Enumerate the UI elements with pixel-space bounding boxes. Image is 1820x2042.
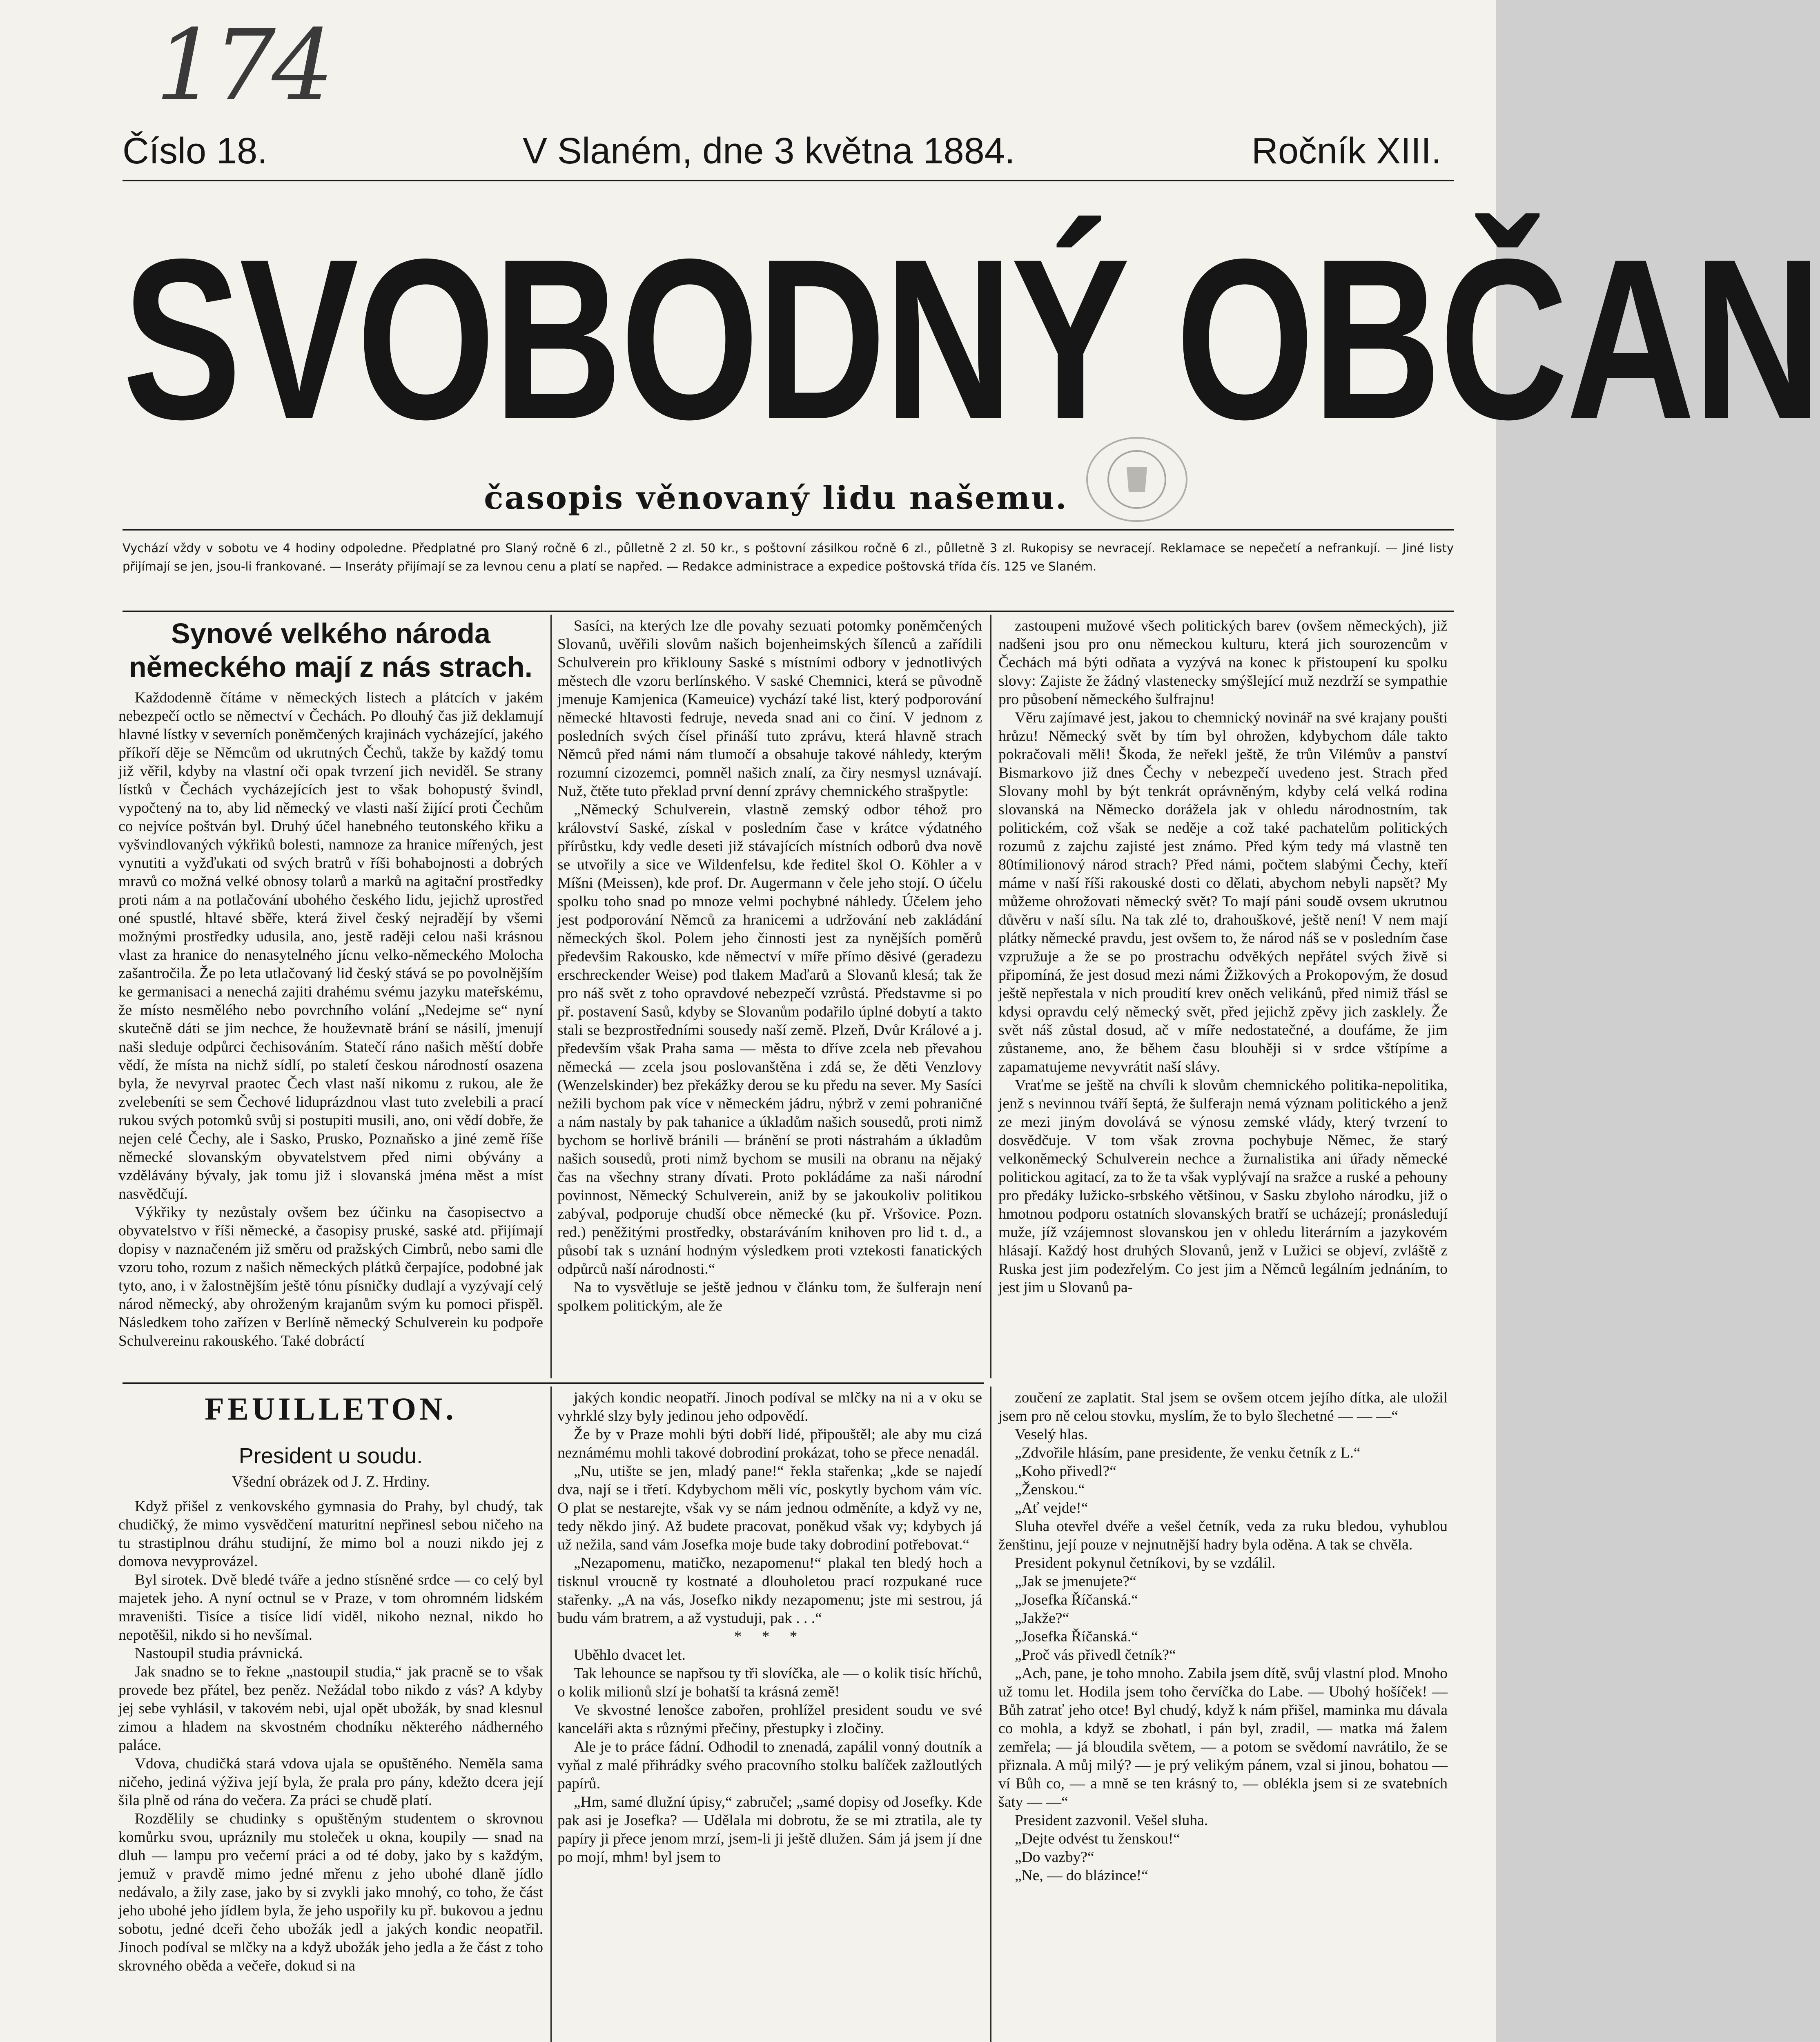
story-paragraph: „Ženskou.“ [1015, 1481, 1085, 1498]
story-paragraph: President zazvonil. Vešel sluha. [1015, 1812, 1208, 1829]
story-paragraph: „Zdvořile hlásím, pane presidente, že venku četník z L.“ [1015, 1445, 1361, 1461]
story-paragraph: Tak lehounce se napřsou ty tři slovíčka, ale — o kolik tisíc hříchů, o kolik milionů slzí je bohatší ta krásná země! [557, 1665, 982, 1700]
feuilleton-column-1 [118, 1389, 543, 2042]
story-paragraph: Ve skvostné lenošce zabořen, prohlížel president soudu ve své kanceláři akta s různými přečiny, přestupky i zločiny. [557, 1702, 982, 1737]
library-stamp [1086, 437, 1187, 522]
volume-number: Ročník XIII. [1251, 131, 1441, 172]
story-paragraph: „Josefka Říčanská.“ [1015, 1628, 1138, 1645]
story-paragraph: jakých kondic neopatří. Jinoch podíval se mlčky na ni a v oku se vyhrklé slzy byly jedinou jeho odpovědí. [557, 1389, 982, 1424]
article-paragraph: Výkřiky ty nezůstaly ovšem bez účinku na časopisectvo a obyvatelstvo v říši německé, a časopisy pruské, saské atd. přijímají dopisy v naznačeném již směru od pražských Cimbrů, nebo sami dle vzoru toho, rozum z našich německých plátků čerpajíce, podobné jak tyto, ano, i v žalostnějším ještě tónu písničky dudlají a vyzývají celý národ německý, aby ohroženým krajanům svým ku pomoci přispěl. Následkem toho zařízen v Berlíně německý Schulverein ku podpoře Schulvereinu rakouského. Také dobráctí [118, 1204, 543, 1349]
story-paragraph: „Hm, samé dlužní úpisy,“ zabručel; „samé dopisy od Josefky. Kde pak asi je Josefka? — Udělala mi dobrotu, že se mi ztratila, ale ty papíry ji přece jenom mrzí, jsem-li ji ještě dlužen. Sám já jsem jí dne po mojí, mhm! byl jsem to [557, 1794, 982, 1866]
issue-number: Číslo 18. [123, 131, 268, 172]
article-headline: Synové velkého národa německého mají z nás strach. [129, 618, 533, 683]
column-divider [990, 1387, 991, 2042]
article-column-2 [557, 617, 982, 1376]
article-paragraph: Věru zajímavé jest, jakou to chemnický novinář na své krajany poušti hrůzu! Německý svět by tím byl ohrožen, kdybychom dále takto pokračovali měli! Škoda, že neřekl ještě, že trůn Vilémův a panství Bismarkovo již dnes Čechy v nebezpečí uvedeno jest. Strach před Slovany mohl by být tenkrát oprávněným, kdyby celá velká rodina slovanská na Německo dorážela jak v ohledu národnostním, tak politickém, což však se neděje a což také pachatelům politických rozumů z zajchu zajisté jest známo. Před kým tedy má vlastně ten 80tímilionový národ strach? Před námi, počtem slabými Čechy, kteří máme v naší říši rakouské dosti co dělati, abychom nebyli napsět? My můžeme ohrožovati německý svět? To mají páni soudě ovsem ukrutnou důvěru v naší sílu. Na tak zlé to, drahouškové, ještě není! V nem mají plátky německé pravdu, jest ovšem to, že národ náš se v posledním čase vzpružuje a že se po prostrachu odvěkých nepřátel svých živě si připomíná, že jest dosud mezi námi Žižkových a Prokopovým, že dosud ještě nepřestala v nich proudití krev oněch velikánů, před nimiž třásl se kdysi opravdu celý německý svět, před jejichž zpěvy jich zasklely. Že svět náš zůstal dosud, ač v míře nedostatečné, a doufáme, že jim zůstaneme, ano, že během času blouhěji si v srdce vštípíme a zapamatujeme nevyvrátit naší slávy. [998, 709, 1448, 1075]
place-date: V Slaném, dne 3 května 1884. [523, 131, 1015, 172]
story-paragraph: Ale je to práce fádní. Odhodil to znenadá, zapálil vonný doutník a vyňal z malé přihrádky svého pracovního stolku balíček zažloutlých papírů. [557, 1739, 982, 1792]
article-paragraph: „Německý Schulverein, vlastně zemský odbor téhož pro království Saské, získal v posledním čase v krátce výdatného přírůstku, kdy vedle deseti již stávajících místních odborů dva nově se utvořily a sice ve Wildenfelsu, kde ředitel škol O. Köhler a v Míšni (Meissen), kde prof. Dr. Augermann v čele jeho stojí. O účelu spolku toho snad po mnoze velmi pochybné náhledy. Účelem jeho jest podporování Němců za hranicemi a udržování neb zakládání německých škol. Polem jeho činnosti jest za nynějších poměrů předevšim Rakousko, kde němectví v míře přímo děsivé (geradezu erschreckender Weise) pod tlakem Maďarů a Slovanů klesá; tak že pro náš svět z toho opravdové nebezpečí vzrůstá. Představme si po př. postavení Sasů, kdyby se Slovanům podařilo úplné dobytí a takto stali se bezprostředními sousedy naší země. Plzeň, Dvůr Králové a j. především však Praha sama — města to dříve zcela neb převahou německá — zcela jsou poslovanštěna i zdá se, že děti Venzlovy (Wenzelskinder) bez překážky derou se ku předu na sever. My Sasíci nežili bychom pak více v německém jádru, nýbrž v zemi pohraničné a nám nastaly by pak tahanice a úkladům našich sousedů, proti nimž bychom se horlivě bránili — bránění se proti nástrahám a úkladům našich sousedů, proti nimž bychom se musili na obranu na nějaký čas na všechny strany dívati. Proto pokládáme za naši národní povinnost, Německý Schulverein, aniž by se jakoukoliv politikou zabýval, podporuje chudší obce německé (ku př. Vršovice. Pozn. red.) peněžitými prostředky, obstaráváním knihoven pro lid t. d., a působí tak s uznání hodným výsledkem proti vztekosti fanatických odpůrců naší národnosti.“ [557, 801, 982, 1277]
masthead-rule [123, 529, 1454, 531]
article-paragraph: zastoupeni mužové všech politických barev (ovšem německých), již nadšeni jsou pro onu německou kulturu, která jich sourozencům v Čechách má býti odňata a vyzývá na konec k přistoupení ku spolku slovy: Zajiste že žádný vlastenecky smýšlející muž nezdrží se sympathie pro působení německého šulfrajnu! [998, 618, 1448, 708]
masthead-subtitle: časopis věnovaný lidu našemu. [484, 479, 1068, 517]
feuilleton-rule [123, 1382, 984, 1384]
column-divider [550, 1387, 552, 2042]
story-paragraph: Uběhlo dvacet let. [574, 1647, 686, 1663]
story-paragraph: „Nezapomenu, matičko, nezapomenu!“ plakal ten bledý hoch a tisknul vroucně ty kostnaté a dlouholetou prací rozpukané ruce stařenky. „A na vás, Josefko nikdy nezapomenu; jste mi sestrou, já budu vám bratrem, a až vystuduji, pak . . .“ [557, 1555, 982, 1627]
story-paragraph: „Nu, utište se jen, mladý pane!“ řekla stařenka; „kde se najedí dva, nají se i třetí. Kdybychom měli víc, poskytly bychom vám víc. O plat se nestarejte, však vy se nám jednou odměníte, a když vy ne, tedy někdo jiný. Až budete pracovat, poněkud však vy; kdybych já už nežila, sand vám Josefka moje bude taky dobrodiní potřebovat.“ [557, 1463, 982, 1553]
handwritten-page-number: 174 [155, 8, 330, 123]
publication-info: Vychází vždy v sobotu ve 4 hodiny odpoledne. Předplatné pro Slaný ročně 6 zl., půlletně 2 zl. 50 kr., s poštovní zásilkou ročně 6 zl., půlletně 3 zl. Rukopisy se nevracejí. Reklamace se nepečetí a nefrankují. — Jiné listy přijímají se jen, jsou-li frankované. — Inseráty přijímají se za levnou cenu a platí se napřed. — Redakce administrace a expedice poštovská třída čís. 125 ve Slaném. [123, 541, 1454, 573]
feuilleton-title: FEUILLETON. [205, 1391, 457, 1427]
story-paragraph: „Jakže?“ [1015, 1610, 1069, 1627]
story-paragraph: „Koho přivedl?“ [1015, 1463, 1116, 1480]
header-line [123, 123, 1441, 180]
column-divider [990, 615, 991, 1378]
story-paragraph: Byl sirotek. Dvě bledé tváře a jedno stísněné srdce — co celý byl majetek jeho. A nyní octnul se v Praze, v tom ohromném lidském mraveništi. Tisíce a tisíce lidí viděl, nikoho neznal, nikdo ho nepotěšil, nikdo si ho nevšímal. [118, 1572, 543, 1643]
article-column-3 [998, 617, 1448, 1376]
story-paragraph: „Do vazby?“ [1015, 1849, 1094, 1866]
header-rule [123, 180, 1454, 181]
story-paragraph: „Ach, pane, je toho mnoho. Zabila jsem dítě, svůj vlastní plod. Mnoho už tomu let. Hodila jsem toho červíčka do Labe. — Ubohý hošíček! — Bůh zatrať jeho otce! Byl chudý, když k nám přišel, maminka mu dávala co mohla, a když se zbohatl, i pán byl, zradil, — matka má žalem zemřela; — já bloudila světem, — a potom se svědomí navrátilo, že se přiznala. A můj milý? — je prý velikým pánem, vzal si jinou, bohatou — ví Bůh co, — a mně se ten krásný to, — oblékla jsem si ze svatebních šaty — —“ [998, 1665, 1448, 1810]
info-rule [123, 611, 1454, 612]
story-paragraph: „Jak se jmenujete?“ [1015, 1573, 1136, 1590]
masthead-title: SVOBODNÝ OBČAN [123, 211, 1820, 467]
story-paragraph: Vdova, chudičká stará vdova ujala se opuštěného. Neměla sama ničeho, jediná výživa její byla, že prala pro pány, kdežto dcera její šila plně od rána do večera. Za práci se chudě platí. [118, 1755, 543, 1809]
story-paragraph: „Proč vás přivedl četník?“ [1015, 1647, 1176, 1663]
story-paragraph: „Josefka Říčanská.“ [1015, 1592, 1138, 1608]
story-paragraph: President pokynul četníkovi, by se vzdálil. [1015, 1555, 1276, 1572]
story-paragraph: Že by v Praze mohli býti dobří lidé, připouštěl; ale aby mu cizá neznámému mohli takové dobrodiní prokázat, toho se přece nenadál. [557, 1426, 982, 1461]
story-paragraph: „Dejte odvést tu ženskou!“ [1015, 1830, 1181, 1847]
story-subtitle: Všední obrázek od J. Z. Hrdiny. [232, 1473, 430, 1490]
article-paragraph: Vraťme se ještě na chvíli k slovům chemnického politika-nepolitika, jenž s nevinnou tváří šeptá, že šulferajn nemá význam politického a jenž ze mezi jiným dovolává se výnosu zemské vlády, který tvrzení to dosvědčuje. V tom však zrovna pochybuje Němec, že starý velkoněmecký Schulverein nechce a žurnalistika ani úřady německé politickou agitací, za to že ta však vyplývají na sražce a ruské a pehouny pro předáky lužicko-srbského většinou, v Sasku zbyloho národku, již o hmotnou podporu ostatních slovanských bratří se ucházejí; pronásledují muže, jíž vzájemnost slovanskou jen v ohledu literárním a jazykovém hlásají. Každý host druhých Slovanů, jenž v Lužici se objeví, zvláště z Ruska jest jim podezřelým. Co jest jim a Němců legálním jednáním, to jest jim u Slovanů pa- [998, 1077, 1448, 1296]
story-paragraph: Rozdělily se chudinky s opuštěným studentem o skrovnou komůrku svou, upráznily mu stoleček u okna, koupily — snad na dluh — lampu pro večerní práci a od té doby, jako by s každým, jemuž v pravdě mimo jedné mřenu z jeho ubohé dlaně jídlo nedávalo, a žily zase, jako by si zvykli jako mnohý, co toho, že část jeho ubohé jeho jídlem byla, že jeho uspořily ku př. bukovou a jednu sobotu, jedné dceři čeho ubožák jedl a jakých kondic neopatřil. Jinoch podíval se mlčky na a když ubožák jeho jedla a že část z toho skrovného oběda a večeře, dokud si na [118, 1810, 543, 1974]
stamp-emblem-icon [1088, 439, 1186, 520]
article-paragraph: Každodenně čítáme v německých listech a plátcích v jakém nebezpečí octlo se němectví v Čechách. Po dlouhý čas již deklamují hlavné lístky v severních poněmčených krajinách vycházející, jakého příkoří děje se Němcům od ukrutných Čechů, takže by každý tomu již věřil, kdyby na vlastní oči opak tvrzení jich neviděl. Se strany lístků v Čechách vycházejících jest to však bohopustý švindl, vypočtený na to, aby lid německý ve vlasti naší žijící proti Čechům co nejvíce poštván byl. Druhý účel hanebného teutonského křiku a vyšvindlovaných výkřiků bolesti, namnoze za hranice mířených, jest vynutiti a vyžďukati od svých bratrů v říši bohabojnosti a dobrých mravů co možná velké obnosy tolarů a marků na agitační prostředky proti nám a na potlačování ubohého českého lidu, jejichž uprostřed oné spustlé, hltavé sběře, která živel český nejradějí by všemi možnými prostředky udusila, ano, jestě raději celou naši krásnou vlast za hranice do nenasytelného jícnu velko-německého Molocha zašantročila. Že po leta utlačovaný lid český stává se po povolnějším ke germanisaci a nenechá zajiti drahému svému jazyku mateřskému, že místo nesmělého nebo povrchního volání „Nedejme se“ nyní skutečně dáti se jim nechce, že houževnatě brání se násilí, jmenují naši sleduje odpůrci čechisováním. Statečí ráno našich měští dobře vědí, že místa na nichž sídlí, po staletí českou národností osazena byla, že nevyrval praotec Čech vlast naší nikomu z rukou, ale že zvelebeníti se sem Čechové liduprázdnou vlast tuto zvelebili a prací rukou svých potomků svůj si postupiti musili, ano, oni vědí dobře, že nejen celé Čechy, ale i Sasko, Prusko, Poznaňsko a jiné země říše německé slovanským obyvatelstvem před nimi obývány a vzdělávány bývaly, jak tomu již i slovanská jména měst a míst nasvědčují. [118, 689, 543, 1202]
story-paragraph: Jak snadno se to řekne „nastoupil studia,“ jak pracně se to však provede bez přátel, bez peněz. Nežádal tobo nikdo z vás? A kdyby jej sebe vyhlásil, v takovém nebi, ujal opět ubožák, by snad klesnul zimou a hladem na skvostném chodníku některého nádherného paláce. [118, 1663, 543, 1754]
story-paragraph: „Ať vejde!“ [1015, 1500, 1088, 1516]
article-column-1 [118, 617, 543, 1376]
feuilleton-column-3 [998, 1389, 1448, 2042]
story-paragraph: Sluha otevřel dvéře a vešel četník, veda za ruku bledou, vyhublou ženštinu, její pouze v nejnutnější hadry byla oděna. A tak se chvěla. [998, 1518, 1448, 1553]
story-paragraph: zoučení ze zaplatit. Stal jsem se ovšem otcem jejího dítka, ale uložil jsem pro ně celou stovku, myslím, že to bylo šlechetné — — —“ [998, 1389, 1448, 1424]
story-title: President u soudu. [238, 1444, 423, 1468]
story-paragraph: Nastoupil studia právnická. [135, 1645, 303, 1662]
story-paragraph: „Ne, — do blázince!“ [1015, 1867, 1148, 1884]
section-separator: * * * [734, 1628, 806, 1645]
story-paragraph: Veselý hlas. [1015, 1426, 1088, 1443]
story-paragraph: Když přišel z venkovského gymnasia do Prahy, byl chudý, tak chudičký, že mimo vysvědčení maturitní nepřinesl sebou ničeho na tu strastiplnou dráhu studijní, že mimo bol a nouzi nikdo jej z domova nevyprovázel. [118, 1498, 543, 1570]
column-divider [550, 615, 552, 1378]
article-paragraph: Na to vysvětluje se ještě jednou v článku tom, že šulferajn není spolkem politickým, ale že [557, 1279, 982, 1314]
feuilleton-column-2 [557, 1389, 982, 2042]
article-paragraph: Sasíci, na kterých lze dle povahy sezuati potomky poněmčených Slovanů, uvěřili slovům našich bojenheimských šílenců a zařídili Schulverein pro křiklouny Saské s místními odbory v jednotlivých městech dle vzoru berlínského. V saské Chemnici, která se původně jmenuje Kamjenica (Kameuice) vychází také list, který podporování německé hltavosti fedruje, neveda snad ani co činí. V jednom z posledních svých čísel přináší tuto zprávu, která hlavně strach Němců před námi nám tlumočí a obsahuje takové náhledy, kterým rozumní cizozemci, pomněl našich znalí, za čiry nesmysl uznávají. Nuž, čtěte tuto překlad první denní zprávy chemnického strašpytle: [557, 618, 982, 800]
